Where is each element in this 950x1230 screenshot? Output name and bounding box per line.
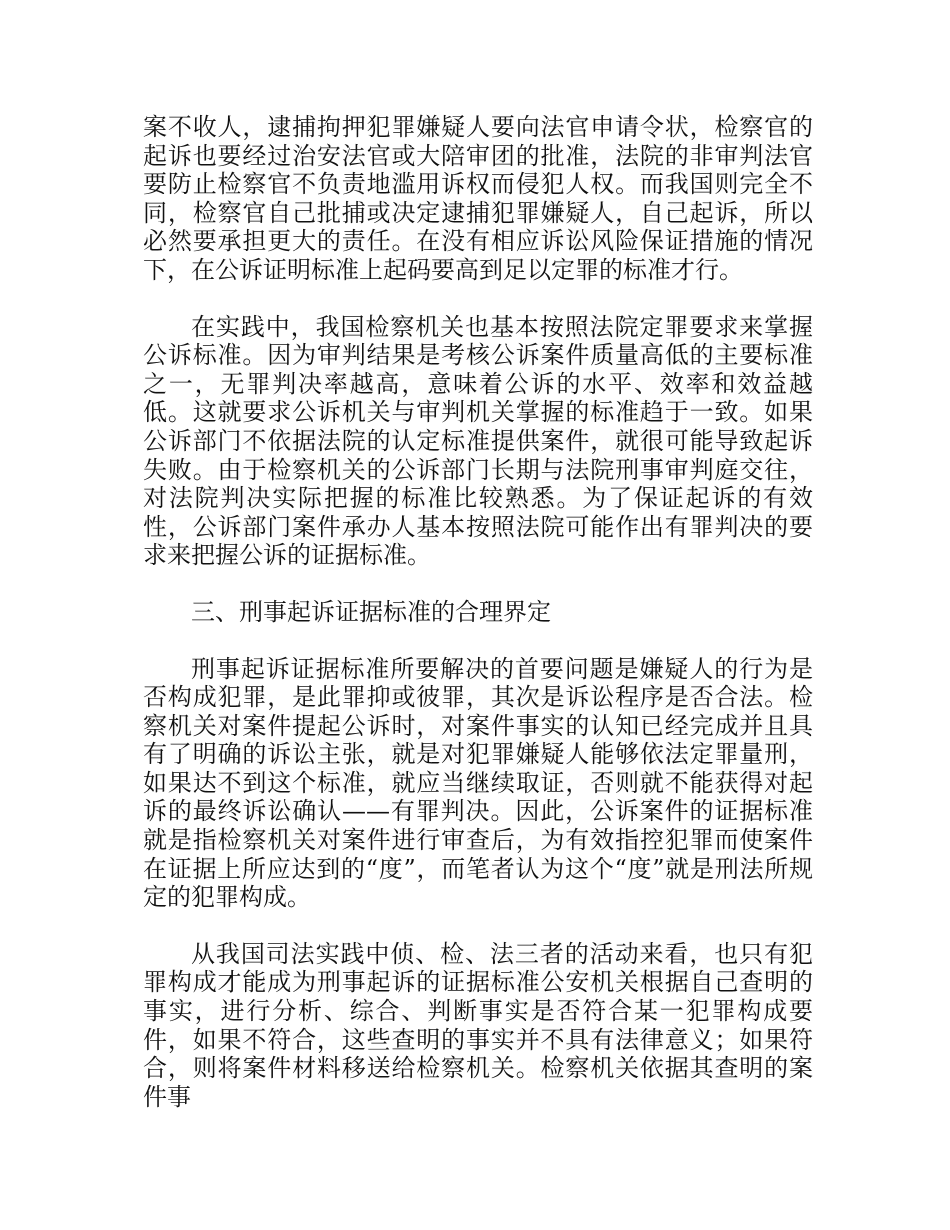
- paragraph-1: 案不收人，逮捕拘押犯罪嫌疑人要向法官申请令状，检察官的起诉也要经过治安法官或大陪审团的批准，法院的非审判法官要防止检察官不负责地滥用诉权而侵犯人权。而我国则完全不同，检察官自己批捕或决定逮捕犯罪嫌疑人，自己起诉，所以必然要承担更大的责任。在没有相应诉讼风险保证措施的情况下，在公诉证明标准上起码要高到足以定罪的标准才行。: [143, 113, 813, 284]
- section-heading: 三、刑事起诉证据标准的合理界定: [191, 597, 551, 626]
- document-body: [143, 113, 813, 1139]
- paragraph-3: 刑事起诉证据标准所要解决的首要问题是嫌疑人的行为是否构成犯罪，是此罪抑或彼罪，其次是诉讼程序是否合法。检察机关对案件提起公诉时，对案件事实的认知已经完成并且具有了明确的诉讼主张，就是对犯罪嫌疑人能够依法定罪量刑，如果达不到这个标准，就应当继续取证，否则就不能获得对起诉的最终诉讼确认——有罪判决。因此，公诉案件的证据标准就是指检察机关对案件进行审查后，为有效指控犯罪而使案件在证据上所应达到的“度”，而笔者认为这个“度”就是刑法所规定的犯罪构成。: [143, 654, 813, 912]
- paragraph-4: 从我国司法实践中侦、检、法三者的活动来看，也只有犯罪构成才能成为刑事起诉的证据标准公安机关根据自己查明的事实，进行分析、综合、判断事实是否符合某一犯罪构成要件，如果不符合，这些查明的事实并不具有法律意义；如果符合，则将案件材料移送给检察机关。检察机关依据其查明的案件事: [143, 939, 813, 1111]
- paragraph-2: 在实践中，我国检察机关也基本按照法院定罪要求来掌握公诉标准。因为审判结果是考核公诉案件质量高低的主要标准之一，无罪判决率越高，意味着公诉的水平、效率和效益越低。这就要求公诉机关与审判机关掌握的标准趋于一致。如果公诉部门不依据法院的认定标准提供案件，就很可能导致起诉失败。由于检察机关的公诉部门长期与法院刑事审判庭交往，对法院判决实际把握的标准比较熟悉。为了保证起诉的有效性，公诉部门案件承办人基本按照法院可能作出有罪判决的要求来把握公诉的证据标准。: [143, 312, 813, 570]
